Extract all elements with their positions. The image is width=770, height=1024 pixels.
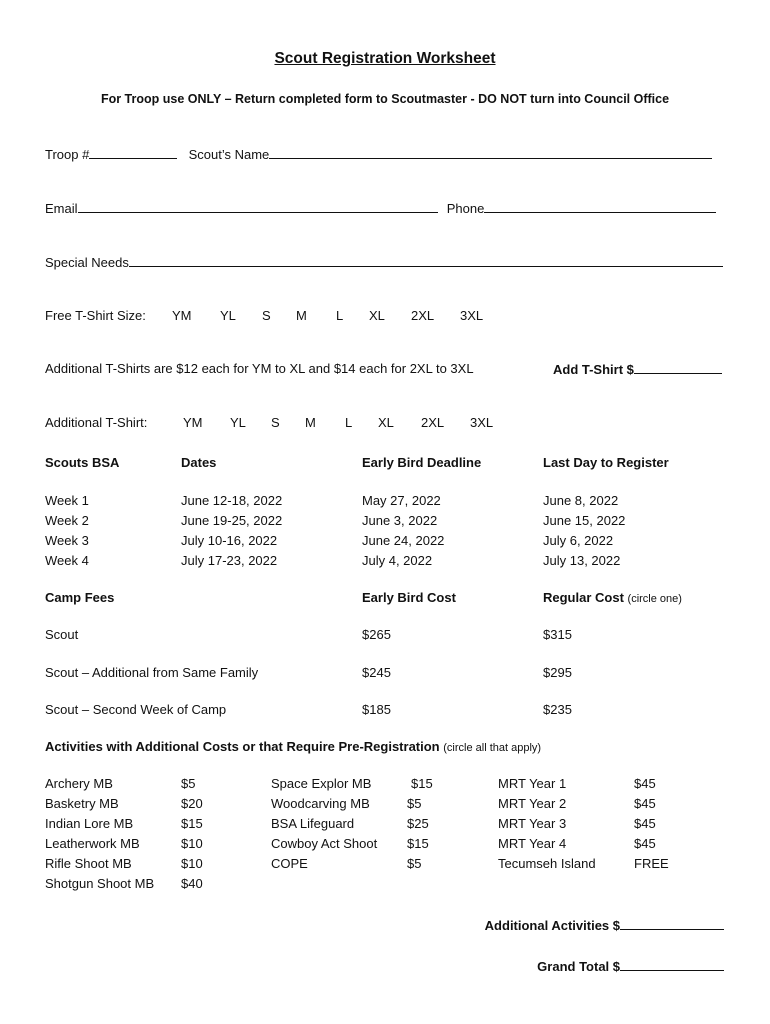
table-cell: Week 3 — [45, 533, 89, 548]
additional-tshirt-label: Additional T-Shirt: — [45, 415, 148, 430]
special-needs-row — [45, 254, 735, 270]
troop-label: Troop # — [45, 147, 90, 162]
fee-option[interactable]: $315 — [543, 627, 572, 642]
email-label: Email — [45, 201, 78, 216]
email-field[interactable] — [78, 200, 438, 213]
table-cell: July 17-23, 2022 — [181, 553, 278, 568]
troop-name-row — [45, 146, 735, 162]
activity-name[interactable]: Rifle Shoot MB — [45, 856, 132, 871]
activities-heading-note: (circle all that apply) — [443, 742, 542, 754]
activity-cost: $15 — [407, 836, 429, 851]
scout-name-field[interactable] — [269, 146, 712, 159]
activity-cost: $45 — [634, 816, 656, 831]
activity-name[interactable]: Woodcarving MB — [271, 796, 370, 811]
activity-name[interactable]: Indian Lore MB — [45, 816, 134, 831]
fee-option[interactable]: $245 — [362, 665, 391, 680]
activity-cost: $45 — [634, 836, 656, 851]
activity-cost: $45 — [634, 796, 656, 811]
activity-name[interactable]: MRT Year 3 — [498, 816, 567, 831]
additional-size[interactable]: YM — [183, 415, 203, 430]
fees-header-regular — [543, 590, 682, 605]
grand-total-field[interactable] — [620, 958, 724, 971]
activity-name[interactable]: Archery MB — [45, 776, 113, 791]
table-cell: July 13, 2022 — [543, 553, 621, 568]
tshirt-size[interactable]: YL — [220, 308, 236, 323]
add-tshirt-field[interactable] — [634, 361, 722, 374]
table-cell: Scout – Second Week of Camp — [45, 702, 227, 717]
fee-option[interactable]: $295 — [543, 665, 572, 680]
email-phone-row — [45, 200, 735, 216]
fee-option[interactable]: $265 — [362, 627, 391, 642]
page-subtitle: For Troop use ONLY – Return completed form to Scoutmaster - DO NOT turn into Council Office — [100, 92, 670, 106]
activity-cost: $15 — [411, 776, 433, 791]
table-cell: Week 4 — [45, 553, 89, 568]
phone-label: Phone — [446, 201, 485, 216]
activity-name[interactable]: Shotgun Shoot MB — [45, 876, 155, 891]
table-cell: June 3, 2022 — [362, 513, 438, 528]
activity-name[interactable]: COPE — [271, 856, 308, 871]
dates-header: Dates — [181, 455, 217, 470]
tshirt-size[interactable]: 3XL — [460, 308, 484, 323]
special-needs-label: Special Needs — [45, 255, 129, 270]
tshirt-size[interactable]: 2XL — [411, 308, 435, 323]
page-title: Scout Registration Worksheet — [274, 50, 496, 67]
activity-name[interactable]: Space Explor MB — [271, 776, 372, 791]
table-cell: June 24, 2022 — [362, 533, 445, 548]
tshirt-size[interactable]: M — [296, 308, 307, 323]
activity-name[interactable]: Basketry MB — [45, 796, 119, 811]
additional-size[interactable]: M — [305, 415, 316, 430]
additional-activities-label: Additional Activities $ — [484, 918, 620, 933]
scout-name-label: Scout’s Name — [188, 147, 270, 162]
tshirt-size[interactable]: S — [262, 308, 271, 323]
table-cell: July 4, 2022 — [362, 553, 433, 568]
fees-header-note: (circle one) — [627, 593, 682, 605]
additional-size[interactable]: YL — [230, 415, 246, 430]
activity-name[interactable]: Tecumseh Island — [498, 856, 596, 871]
additional-size[interactable]: S — [271, 415, 280, 430]
activity-cost: $40 — [181, 876, 203, 891]
additional-size[interactable]: 2XL — [421, 415, 445, 430]
activity-name[interactable]: Leatherwork MB — [45, 836, 140, 851]
tshirt-size[interactable]: L — [336, 308, 344, 323]
activity-cost: $10 — [181, 836, 203, 851]
table-cell: July 6, 2022 — [543, 533, 614, 548]
free-tshirt-label: Free T-Shirt Size: — [45, 308, 146, 323]
grand-total — [537, 958, 724, 974]
activities-heading — [45, 739, 541, 754]
table-cell: May 27, 2022 — [362, 493, 441, 508]
grand-total-label: Grand Total $ — [537, 959, 620, 974]
activities-heading-text: Activities with Additional Costs or that Require Pre-Registration — [45, 739, 440, 754]
dates-header: Scouts BSA — [45, 455, 120, 470]
activity-cost: $10 — [181, 856, 203, 871]
table-cell: Week 1 — [45, 493, 89, 508]
table-cell: Week 2 — [45, 513, 89, 528]
special-needs-field[interactable] — [129, 254, 723, 267]
additional-size[interactable]: 3XL — [470, 415, 494, 430]
table-cell: July 10-16, 2022 — [181, 533, 278, 548]
additional-activities-field[interactable] — [620, 917, 724, 930]
activity-name[interactable]: Cowboy Act Shoot — [271, 836, 378, 851]
additional-size[interactable]: L — [345, 415, 353, 430]
table-cell: June 12-18, 2022 — [181, 493, 283, 508]
table-cell: Scout – Additional from Same Family — [45, 665, 259, 680]
phone-field[interactable] — [484, 200, 716, 213]
activity-name[interactable]: MRT Year 2 — [498, 796, 567, 811]
fees-header: Regular Cost — [543, 590, 624, 605]
tshirt-size[interactable]: YM — [172, 308, 192, 323]
fees-header: Camp Fees — [45, 590, 115, 605]
table-cell: Scout — [45, 627, 79, 642]
activity-cost: FREE — [634, 856, 669, 871]
activity-cost: $15 — [181, 816, 203, 831]
activity-cost: $45 — [634, 776, 656, 791]
additional-activities-total — [485, 917, 724, 933]
add-tshirt-amount — [553, 361, 722, 377]
activity-cost: $5 — [407, 856, 422, 871]
add-tshirt-label: Add T-Shirt $ — [553, 362, 634, 377]
tshirt-pricing-note: Additional T-Shirts are $12 each for YM to XL and $14 each for 2XL to 3XL — [45, 361, 474, 376]
fee-option[interactable]: $185 — [362, 702, 391, 717]
additional-size[interactable]: XL — [378, 415, 394, 430]
activity-name[interactable]: MRT Year 4 — [498, 836, 567, 851]
activity-cost: $20 — [181, 796, 203, 811]
activity-name[interactable]: MRT Year 1 — [498, 776, 567, 791]
fee-option[interactable]: $235 — [543, 702, 572, 717]
activity-cost: $5 — [181, 776, 196, 791]
activity-cost: $25 — [407, 816, 429, 831]
activity-cost: $5 — [407, 796, 422, 811]
table-cell: June 19-25, 2022 — [181, 513, 283, 528]
tshirt-size[interactable]: XL — [369, 308, 385, 323]
troop-field[interactable] — [89, 146, 177, 159]
activity-name[interactable]: BSA Lifeguard — [271, 816, 355, 831]
dates-header: Early Bird Deadline — [362, 455, 482, 470]
table-cell: June 15, 2022 — [543, 513, 626, 528]
dates-header: Last Day to Register — [543, 455, 669, 470]
fees-header: Early Bird Cost — [362, 590, 456, 605]
table-cell: June 8, 2022 — [543, 493, 619, 508]
